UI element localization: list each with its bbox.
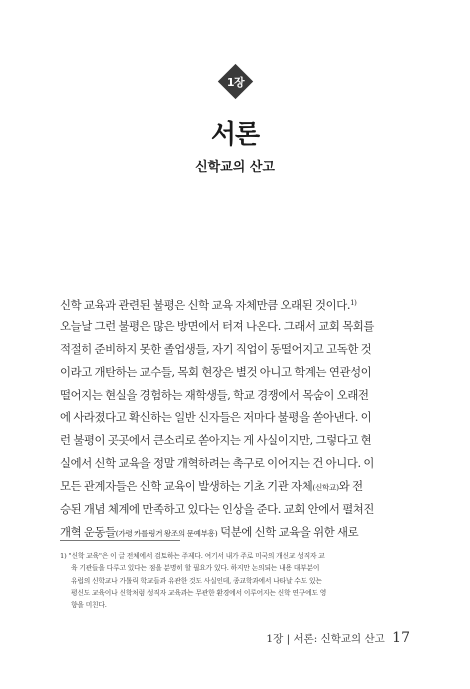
footnote-ref[interactable]: 1) bbox=[350, 299, 357, 307]
inline-note-movements: (가령 카를링거 왕조의 문예부흥) bbox=[115, 528, 218, 538]
body-text bbox=[60, 292, 406, 544]
footnote-line: 육 기관들을 다루고 있다는 점을 분명히 할 필요가 있다. 하지만 논의되는 내용 대부분이 bbox=[71, 564, 320, 573]
body-line: 런 불평이 곳곳에서 큰소리로 쏟아지는 게 사실이지만, 그렇다고 현 bbox=[60, 433, 372, 448]
inline-note-seminary: (신학교) bbox=[312, 483, 339, 493]
body-line: 승된 개념 체계에 만족하고 있다는 인상을 준다. 교회 안에서 펼쳐진 bbox=[60, 502, 374, 517]
body-line: 떨어지는 현실을 경험하는 재학생들, 학교 경쟁에서 목숨이 오래전 bbox=[60, 387, 369, 402]
footnote bbox=[60, 550, 410, 611]
footnote-line: 평신도 교육이나 신학처럼 성직자 교육과는 무관한 환경에서 이루어지는 신학 연구에도 영 bbox=[71, 588, 327, 597]
body-line: 모든 관계자들은 신학 교육이 발생하는 기초 기관 자체(신학교)와 전 bbox=[60, 479, 363, 494]
page-number: 17 bbox=[392, 630, 410, 646]
page-footer bbox=[266, 630, 410, 646]
body-line: 개혁 운동들(가령 카를링거 왕조의 문예부흥) 덕분에 신학 교육을 위한 새로 bbox=[60, 524, 359, 539]
body-line: 신학 교육과 관련된 불평은 신학 교육 자체만큼 오래된 것이다.$^{1)}$ bbox=[60, 298, 357, 312]
body-line: 이라고 개탄하는 교수들, 목회 현장은 별것 아니고 학계는 연관성이 bbox=[60, 364, 372, 379]
footnote-line: 1) "신학 교육"은 이 글 전체에서 검토하는 주제다. 여기서 내가 주로 미국의 개신교 성직자 교 bbox=[60, 552, 325, 560]
body-line: 에 사라졌다고 확신하는 일반 신자들은 저마다 불평을 쏟아낸다. 이 bbox=[60, 410, 372, 425]
footnote-line: 향을 미친다. bbox=[71, 601, 107, 610]
footnote-divider bbox=[60, 540, 180, 541]
body-line: 적절히 준비하지 못한 졸업생들, 자기 직업이 동떨어지고 고독한 것 bbox=[60, 341, 372, 356]
chapter-badge bbox=[216, 62, 255, 101]
body-line: 실에서 신학 교육을 정말 개혁하려는 촉구로 이어지는 건 아니다. 이 bbox=[60, 456, 374, 471]
body-line: 오늘날 그런 불평은 많은 방면에서 터져 나온다. 그래서 교회 목회를 bbox=[60, 318, 374, 333]
footnote-line: 유럽의 신학교나 가톨릭 학교들과 유관한 것도 사실인데, 종교학과에서 나타날 수도 있는 bbox=[71, 576, 322, 585]
chapter-subtitle: 신학교의 산고 bbox=[195, 160, 275, 175]
chapter-title: 서론 bbox=[210, 120, 260, 150]
chapter-badge-label: 1장 bbox=[226, 75, 245, 89]
running-head: 1장 | 서론: 신학교의 산고 bbox=[266, 633, 385, 645]
